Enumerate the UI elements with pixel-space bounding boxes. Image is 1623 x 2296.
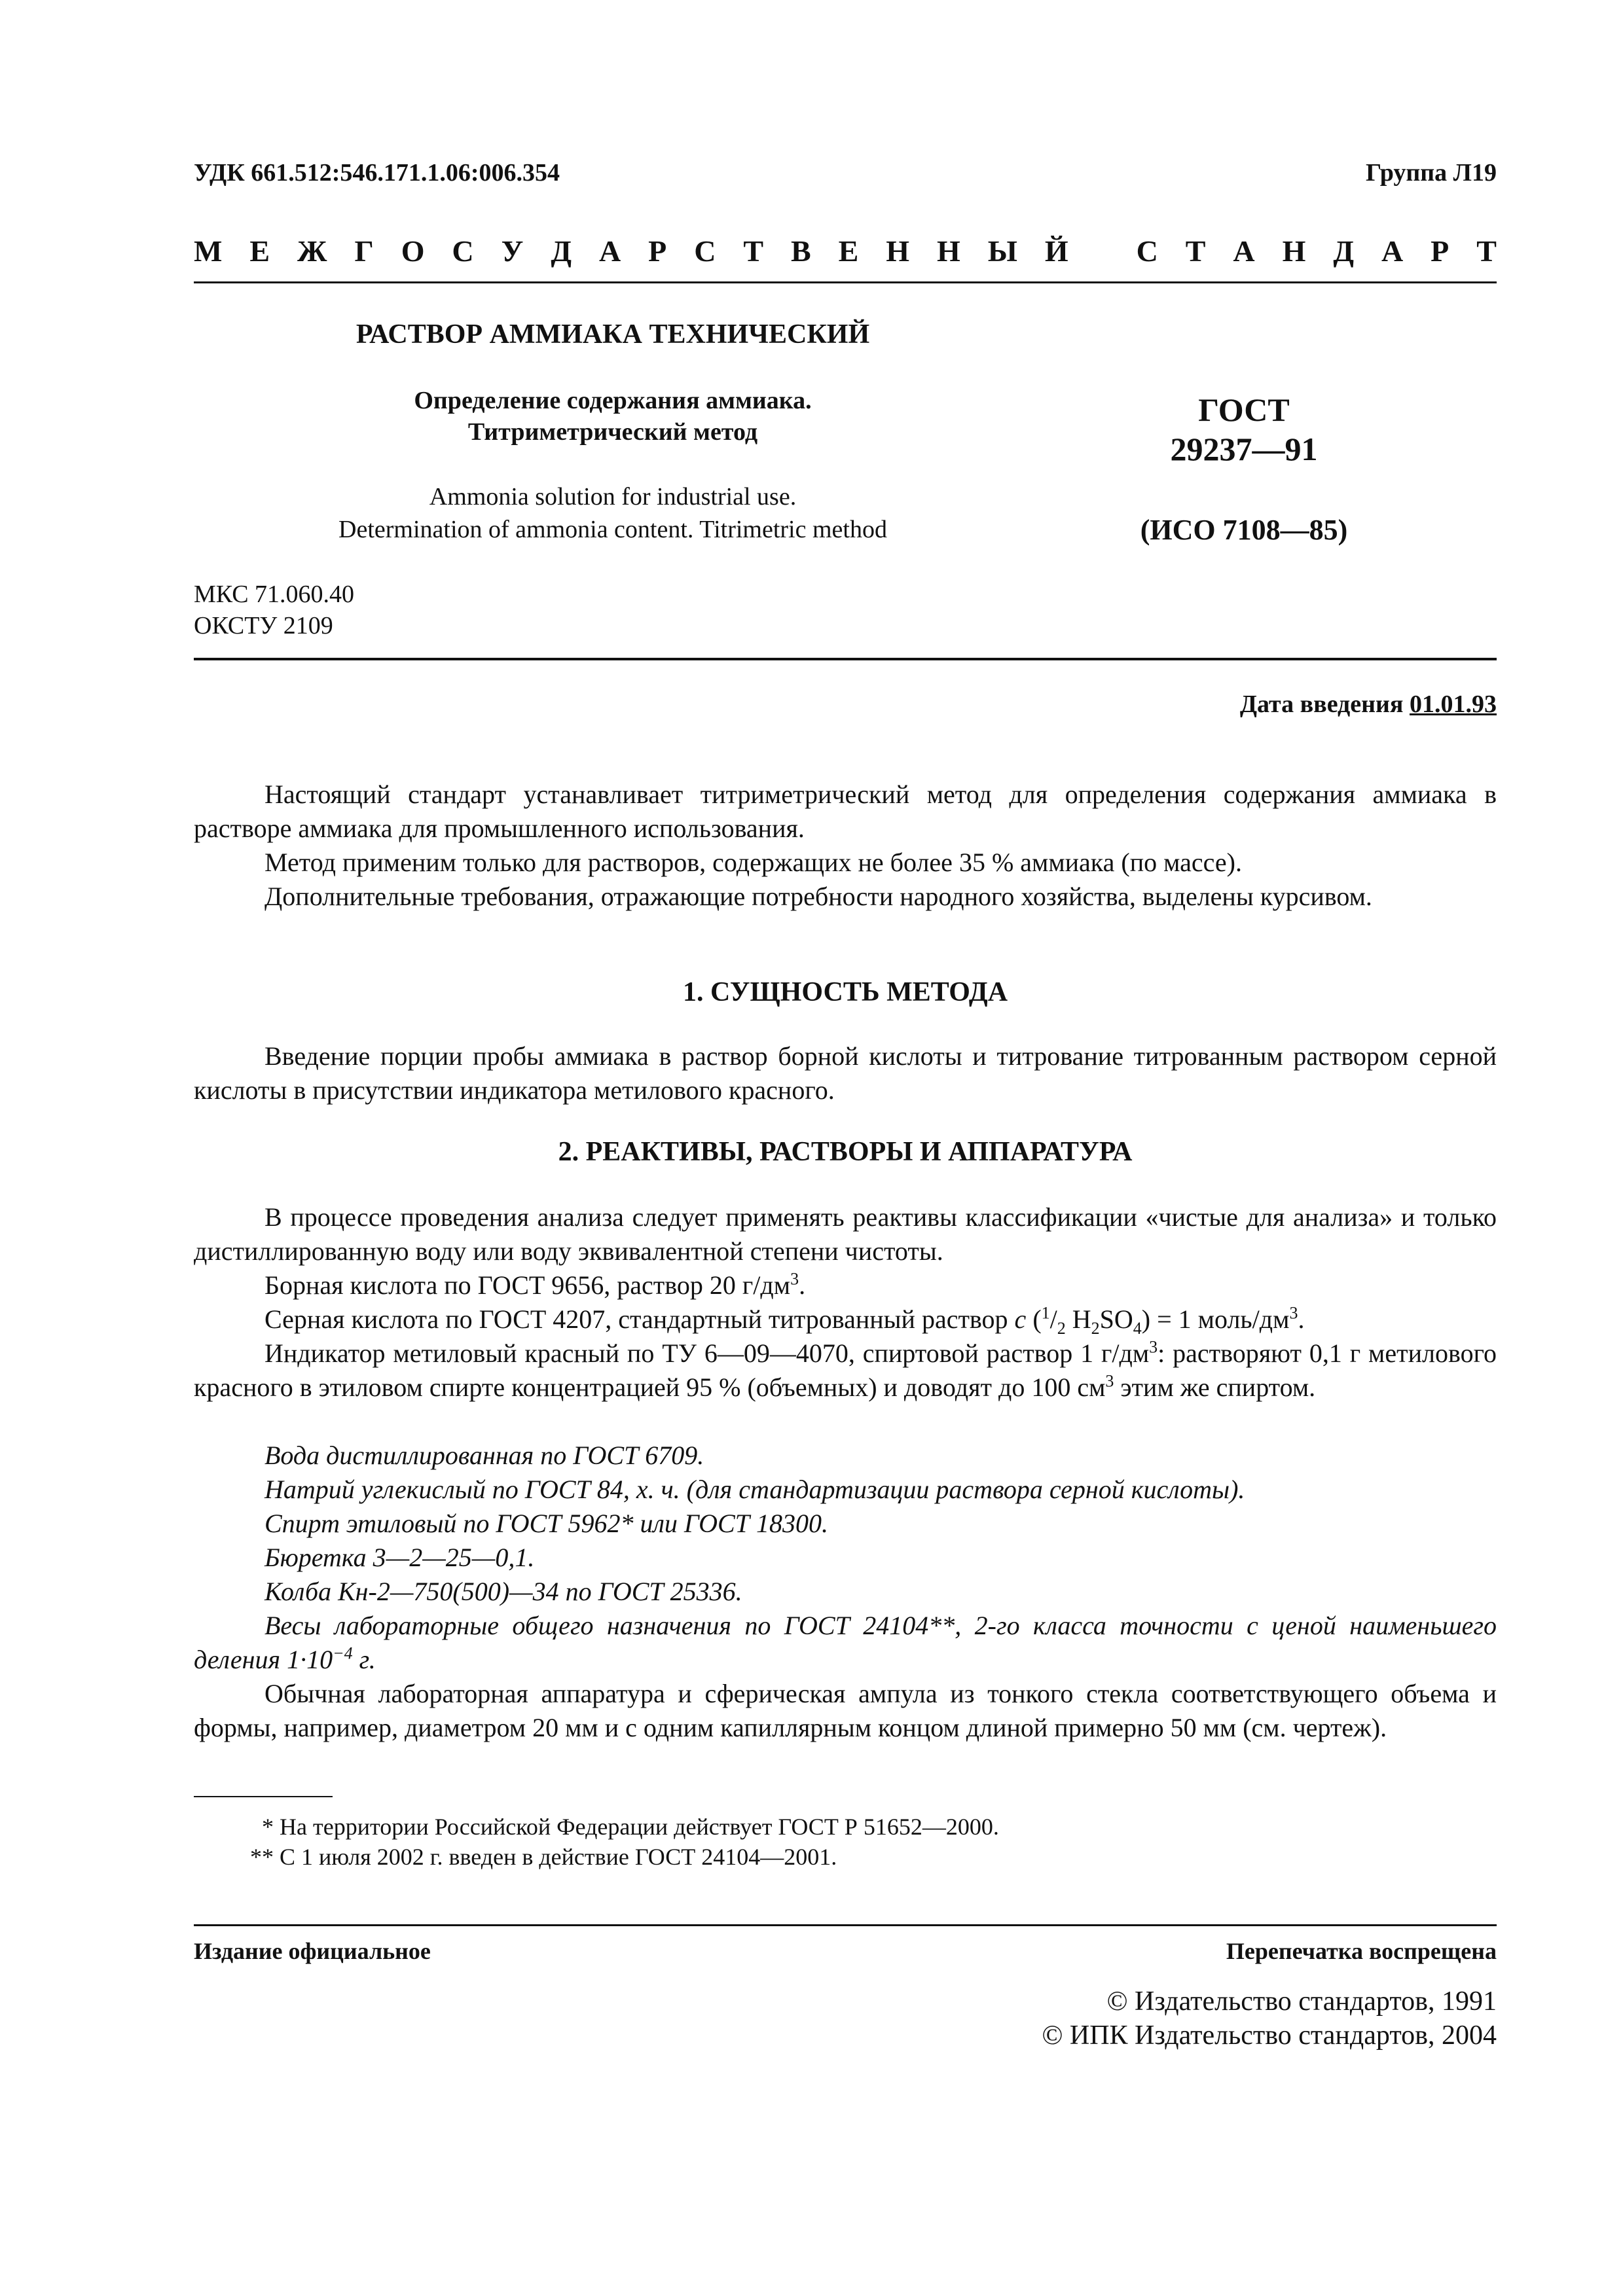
banner-letter: С	[694, 234, 716, 268]
title-subtitle-line1: Определение содержания аммиака.	[414, 387, 812, 414]
footer-rule	[194, 1924, 1497, 1926]
footnote-rule	[194, 1796, 333, 1797]
introduction-date-value: 01.01.93	[1410, 691, 1497, 718]
formula-h: H	[1065, 1304, 1091, 1334]
banner-word-gap	[1096, 233, 1109, 270]
indicator-paragraph	[194, 1336, 1497, 1405]
banner-letter: Р	[648, 234, 667, 268]
flask-line: Колба Кн-2—750(500)—34 по ГОСТ 25336.	[264, 1577, 742, 1606]
banner-letter: А	[598, 234, 621, 268]
indicator-exponent-1: 3	[1149, 1337, 1158, 1357]
ethyl-alcohol-line: Спирт этиловый по ГОСТ 5962* или ГОСТ 18300.	[264, 1509, 828, 1538]
introduction-date	[982, 690, 1497, 720]
section-1-paragraph: Введение порции пробы аммиака в раствор борной кислоты и титрование титрованным раствором серной кислоты в присутствии индикатора метилового красного.	[194, 1041, 1497, 1105]
banner-letter: А	[1233, 234, 1255, 268]
introduction-date-label: Дата введения	[1239, 691, 1404, 718]
banner-letter: Н	[886, 234, 910, 268]
sulfuric-acid-text: Серная кислота по ГОСТ 4207, стандартный титрованный раствор	[264, 1304, 1015, 1334]
document-title: РАСТВОР АММИАКА ТЕХНИЧЕСКИЙ	[356, 319, 870, 350]
iso-reference: (ИСО 7108—85)	[1140, 514, 1348, 546]
mks-code: МКС 71.060.40	[194, 581, 355, 608]
banner-letter: У	[501, 234, 524, 268]
gost-number: 29237—91	[1170, 431, 1318, 467]
fraction-slash: /	[1049, 1304, 1057, 1334]
banner-rule	[194, 281, 1497, 283]
banner-letter: Г	[354, 234, 374, 268]
copyright-1: © Издательство стандартов, 1991	[1106, 1986, 1497, 2017]
fraction-numerator: 1	[1041, 1303, 1050, 1323]
fraction-denominator: 2	[1057, 1319, 1066, 1338]
intro-paragraph-3: Дополнительные требования, отражающие потребности народного хозяйства, выделены курсивом.	[264, 882, 1372, 911]
banner-letter: С	[452, 234, 474, 268]
concentration-symbol: c	[1014, 1304, 1027, 1334]
reprint-prohibited: Перепечатка воспрещена	[1226, 1938, 1497, 1964]
boric-acid-exponent: 3	[790, 1269, 799, 1289]
banner-letter: О	[401, 234, 425, 268]
gost-label: ГОСТ	[1198, 391, 1290, 428]
banner-letter: М	[194, 234, 223, 268]
sulfuric-exponent: 3	[1289, 1303, 1298, 1323]
apparatus-paragraph: Обычная лабораторная аппаратура и сферическая ампула из тонкого стекла соответствующего объема и формы, например, диаметром 20 мм и с одним капиллярным концом длиной примерно 50 мм (см. чертеж).	[194, 1679, 1497, 1742]
intro-paragraph-1: Настоящий стандарт устанавливает титриметрический метод для определения содержания аммиака в растворе аммиака для промышленного использования.	[194, 780, 1497, 843]
boric-acid-text: Борная кислота по ГОСТ 9656, раствор 20 г/дм	[264, 1270, 791, 1300]
banner-letter: Й	[1044, 234, 1068, 268]
banner-letter: С	[1136, 234, 1158, 268]
sulfuric-acid-line	[264, 1302, 1304, 1336]
okstu-code: ОКСТУ 2109	[194, 612, 333, 639]
banner-letter: Т	[1185, 234, 1206, 268]
sulfuric-open-paren: (	[1026, 1304, 1042, 1334]
title-subtitle-line2: Титриметрический метод	[467, 418, 758, 446]
burette-line: Бюретка 3—2—25—0,1.	[264, 1543, 535, 1572]
banner-letter: Т	[743, 234, 764, 268]
banner-letter: В	[791, 234, 811, 268]
scales-unit: г.	[352, 1645, 376, 1674]
banner-letter: Р	[1431, 234, 1450, 268]
group-code: Группа Л19	[1365, 159, 1497, 187]
indicator-text-c: этим же спиртом.	[1114, 1372, 1316, 1402]
indicator-text-b: : растворяют 0,1 г метилового красного в этиловом спирте концентрацией 95 % (объемных) и доводят до 100 см	[194, 1338, 1497, 1402]
sulfuric-concentration: ) = 1 моль/дм	[1141, 1304, 1290, 1334]
standard-banner	[194, 233, 1497, 270]
english-title-line2: Determination of ammonia content. Titrimetric method	[338, 516, 887, 543]
footnote-2: ** С 1 июля 2002 г. введен в действие ГОСТ 24104—2001.	[250, 1844, 837, 1870]
section-1-heading: 1. СУЩНОСТЬ МЕТОДА	[682, 977, 1008, 1007]
copyright-2: © ИПК Издательство стандартов, 2004	[1042, 2020, 1497, 2051]
indicator-exponent-2: 3	[1105, 1371, 1114, 1391]
banner-letter: Е	[249, 234, 270, 268]
boric-acid-line	[264, 1268, 805, 1302]
official-edition: Издание официальное	[194, 1938, 431, 1964]
sulfuric-end: .	[1298, 1304, 1305, 1334]
section-2-heading: 2. РЕАКТИВЫ, РАСТВОРЫ И АППАРАТУРА	[558, 1137, 1133, 1167]
banner-letter: А	[1381, 234, 1404, 268]
scales-exponent: −4	[333, 1643, 353, 1663]
banner-letter: Ы	[987, 234, 1017, 268]
sodium-carbonate-line: Натрий углекислый по ГОСТ 84, х. ч. (для стандартизации раствора серной кислоты).	[264, 1475, 1245, 1504]
english-title-line1: Ammonia solution for industrial use.	[429, 483, 797, 511]
footnote-1: * На территории Российской Федерации действует ГОСТ Р 51652—2000.	[262, 1814, 999, 1840]
section-2-paragraph-1: В процессе проведения анализа следует применять реактивы классификации «чистые для анализа» и только дистиллированную воду или воду эквивалентной степени чистоты.	[194, 1202, 1497, 1266]
banner-letter: Ж	[297, 234, 327, 268]
banner-letter: Н	[1282, 234, 1306, 268]
scales-text: Весы лабораторные общего назначения по ГОСТ 24104**, 2-го класса точности с ценой наименьшего деления 1·10	[194, 1611, 1497, 1674]
banner-letter: Д	[1333, 234, 1354, 268]
title-rule	[194, 658, 1497, 660]
formula-so: SO	[1099, 1304, 1133, 1334]
boric-acid-end: .	[799, 1270, 806, 1300]
indicator-text-a: Индикатор метиловый красный по ТУ 6—09—4070, спиртовой раствор 1 г/дм	[264, 1338, 1150, 1368]
udk-code: УДК 661.512:546.171.1.06:006.354	[194, 159, 560, 187]
intro-paragraph-2: Метод применим только для растворов, содержащих не более 35 % аммиака (по массе).	[264, 848, 1242, 877]
formula-sub-2: 2	[1091, 1319, 1100, 1338]
formula-sub-4: 4	[1133, 1319, 1142, 1338]
scales-paragraph	[194, 1609, 1497, 1677]
banner-letter: Т	[1476, 234, 1497, 268]
banner-letter: Н	[937, 234, 960, 268]
banner-letter: Е	[838, 234, 859, 268]
banner-letter: Д	[551, 234, 572, 268]
distilled-water-line: Вода дистиллированная по ГОСТ 6709.	[264, 1441, 704, 1470]
